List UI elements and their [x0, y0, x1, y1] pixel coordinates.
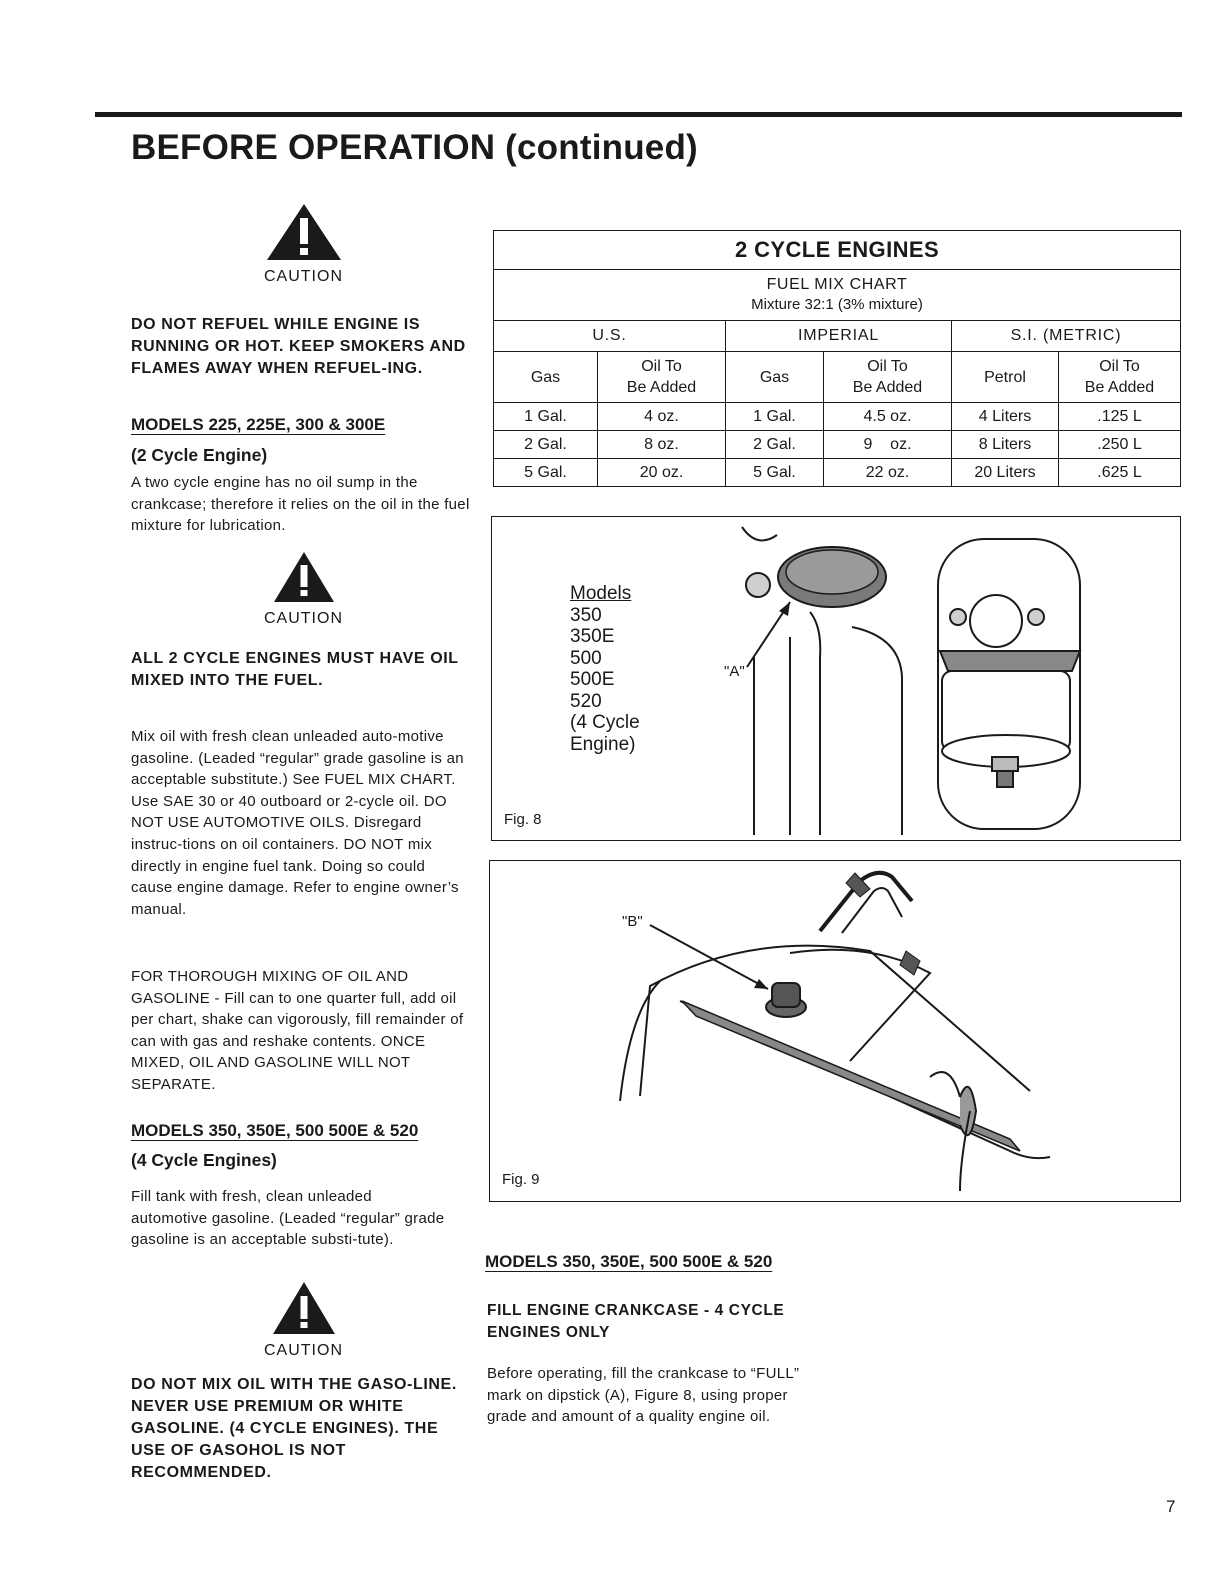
- caution-block-1: [131, 202, 476, 288]
- table-cell: .625 L: [1059, 459, 1181, 487]
- fig8-models-list: [570, 583, 640, 755]
- caution-text-1: DO NOT REFUEL WHILE ENGINE IS RUNNING OR HOT. KEEP SMOKERS AND FLAMES AWAY WHEN REFUEL-ING.: [131, 316, 466, 377]
- table-row: [494, 459, 1181, 487]
- header-rule: [95, 112, 1182, 117]
- fig9-label: Fig. 9: [502, 1171, 540, 1188]
- table-cell: 1 Gal.: [494, 403, 598, 431]
- table-mixture: Mixture 32:1 (3% mixture): [751, 296, 923, 313]
- caution-label: CAUTION: [264, 268, 343, 285]
- table-subtitle: FUEL MIX CHART: [766, 276, 908, 293]
- col-header: Petrol: [952, 352, 1059, 403]
- table-cell: .250 L: [1059, 431, 1181, 459]
- fig8-models-heading: Models: [570, 583, 632, 604]
- table-cell: 4 oz.: [598, 403, 726, 431]
- group-imperial: IMPERIAL: [726, 321, 952, 352]
- col-header: Oil To Be Added: [598, 352, 726, 403]
- table-cell: 4 Liters: [952, 403, 1059, 431]
- two-cycle-description: A two cycle engine has no oil sump in the crankcase; therefore it relies on the oil in the fuel mixture for lubrication.: [131, 474, 470, 535]
- fig8-model: 350E: [570, 626, 615, 647]
- warning-icon: [272, 550, 336, 604]
- table-cell: 1 Gal.: [726, 403, 824, 431]
- caution-block-2: [131, 550, 476, 630]
- fig8-model: 500: [570, 647, 602, 669]
- table-cell: 8 oz.: [598, 431, 726, 459]
- col-header: Gas: [494, 352, 598, 403]
- section-subheading-4-cycle: (4 Cycle Engines): [131, 1150, 277, 1170]
- section-subheading-2-cycle: (2 Cycle Engine): [131, 445, 268, 465]
- four-cycle-fuel-instructions: Fill tank with fresh, clean unleaded automotive gasoline. (Leaded “regular” grade gasoline is an acceptable substi-tute).: [131, 1188, 445, 1249]
- page-title: BEFORE OPERATION (continued): [131, 128, 698, 167]
- fuel-tank-illustration: [490, 861, 1180, 1201]
- section-heading-2-cycle: MODELS 225, 225E, 300 & 300E: [131, 415, 386, 434]
- table-cell: 2 Gal.: [726, 431, 824, 459]
- caution-block-3: [131, 1280, 476, 1362]
- table-subtitle-cell: [494, 270, 1181, 321]
- figure-8: [491, 516, 1181, 841]
- thorough-mixing-instructions: FOR THOROUGH MIXING OF OIL AND GASOLINE - Fill can to one quarter full, add oil per chart, shake can vigorously, fill remainder of can with gas and reshake contents. ONCE MIXED, OIL AND GASOLINE WILL NOT SEPARATE.: [131, 968, 464, 1093]
- table-row: [494, 403, 1181, 431]
- col-header: Gas: [726, 352, 824, 403]
- fig8-label: Fig. 8: [504, 811, 542, 828]
- table-cell: 5 Gal.: [726, 459, 824, 487]
- group-metric: S.I. (METRIC): [952, 321, 1181, 352]
- warning-icon: [265, 202, 343, 262]
- fig8-model: 350: [570, 604, 602, 626]
- mix-instructions: Mix oil with fresh clean unleaded auto-motive gasoline. (Leaded “regular” grade gasoline is an acceptable substitute.) See FUEL MIX CHART. Use SAE 30 or 40 outboard or 2-cycle oil. DO NOT USE AUTOMOTIVE OILS. Disregard instruc-tions on oil containers. DO NOT mix directly in engine fuel tank. Doing so could cause engine damage. Refer to engine owner’s manual.: [131, 728, 464, 918]
- caution-label: CAUTION: [264, 610, 343, 627]
- crankcase-instructions: Before operating, fill the crankcase to “FULL” mark on dipstick (A), Figure 8, using proper grade and amount of a quality engine oil.: [487, 1365, 800, 1426]
- table-cell: 20 oz.: [598, 459, 726, 487]
- fig8-model: Engine): [570, 733, 636, 755]
- col-header: Oil To Be Added: [1059, 352, 1181, 403]
- table-row: [494, 431, 1181, 459]
- fig8-model: 500E: [570, 669, 615, 690]
- section-heading-crankcase: MODELS 350, 350E, 500 500E & 520: [485, 1252, 773, 1271]
- warning-icon: [271, 1280, 337, 1336]
- fig8-model: (4 Cycle: [570, 712, 640, 733]
- caution-label: CAUTION: [264, 1342, 343, 1359]
- table-cell: 8 Liters: [952, 431, 1059, 459]
- table-cell: 22 oz.: [824, 459, 952, 487]
- crankcase-subheading: FILL ENGINE CRANKCASE - 4 CYCLE ENGINES ONLY: [487, 1302, 785, 1341]
- caution-text-3: DO NOT MIX OIL WITH THE GASO-LINE. NEVER USE PREMIUM OR WHITE GASOLINE. (4 CYCLE ENGINES). THE USE OF GASOHOL IS NOT RECOMMENDED.: [131, 1376, 457, 1481]
- table-title: 2 CYCLE ENGINES: [494, 231, 1181, 270]
- table-cell: 4.5 oz.: [824, 403, 952, 431]
- fuel-mix-chart: [493, 230, 1181, 487]
- table-cell: .125 L: [1059, 403, 1181, 431]
- table-cell: 20 Liters: [952, 459, 1059, 487]
- table-cell: 5 Gal.: [494, 459, 598, 487]
- section-heading-4-cycle: MODELS 350, 350E, 500 500E & 520: [131, 1121, 419, 1140]
- page-number: 7: [1166, 1497, 1176, 1516]
- callout-a: "A": [724, 663, 745, 680]
- group-us: U.S.: [494, 321, 726, 352]
- figure-9: [489, 860, 1181, 1202]
- table-cell: 2 Gal.: [494, 431, 598, 459]
- fig8-model: 520: [570, 690, 602, 712]
- callout-b: "B": [622, 913, 643, 930]
- col-header: Oil To Be Added: [824, 352, 952, 403]
- caution-text-2: ALL 2 CYCLE ENGINES MUST HAVE OIL MIXED INTO THE FUEL.: [131, 650, 459, 689]
- table-cell: 9 oz.: [824, 431, 952, 459]
